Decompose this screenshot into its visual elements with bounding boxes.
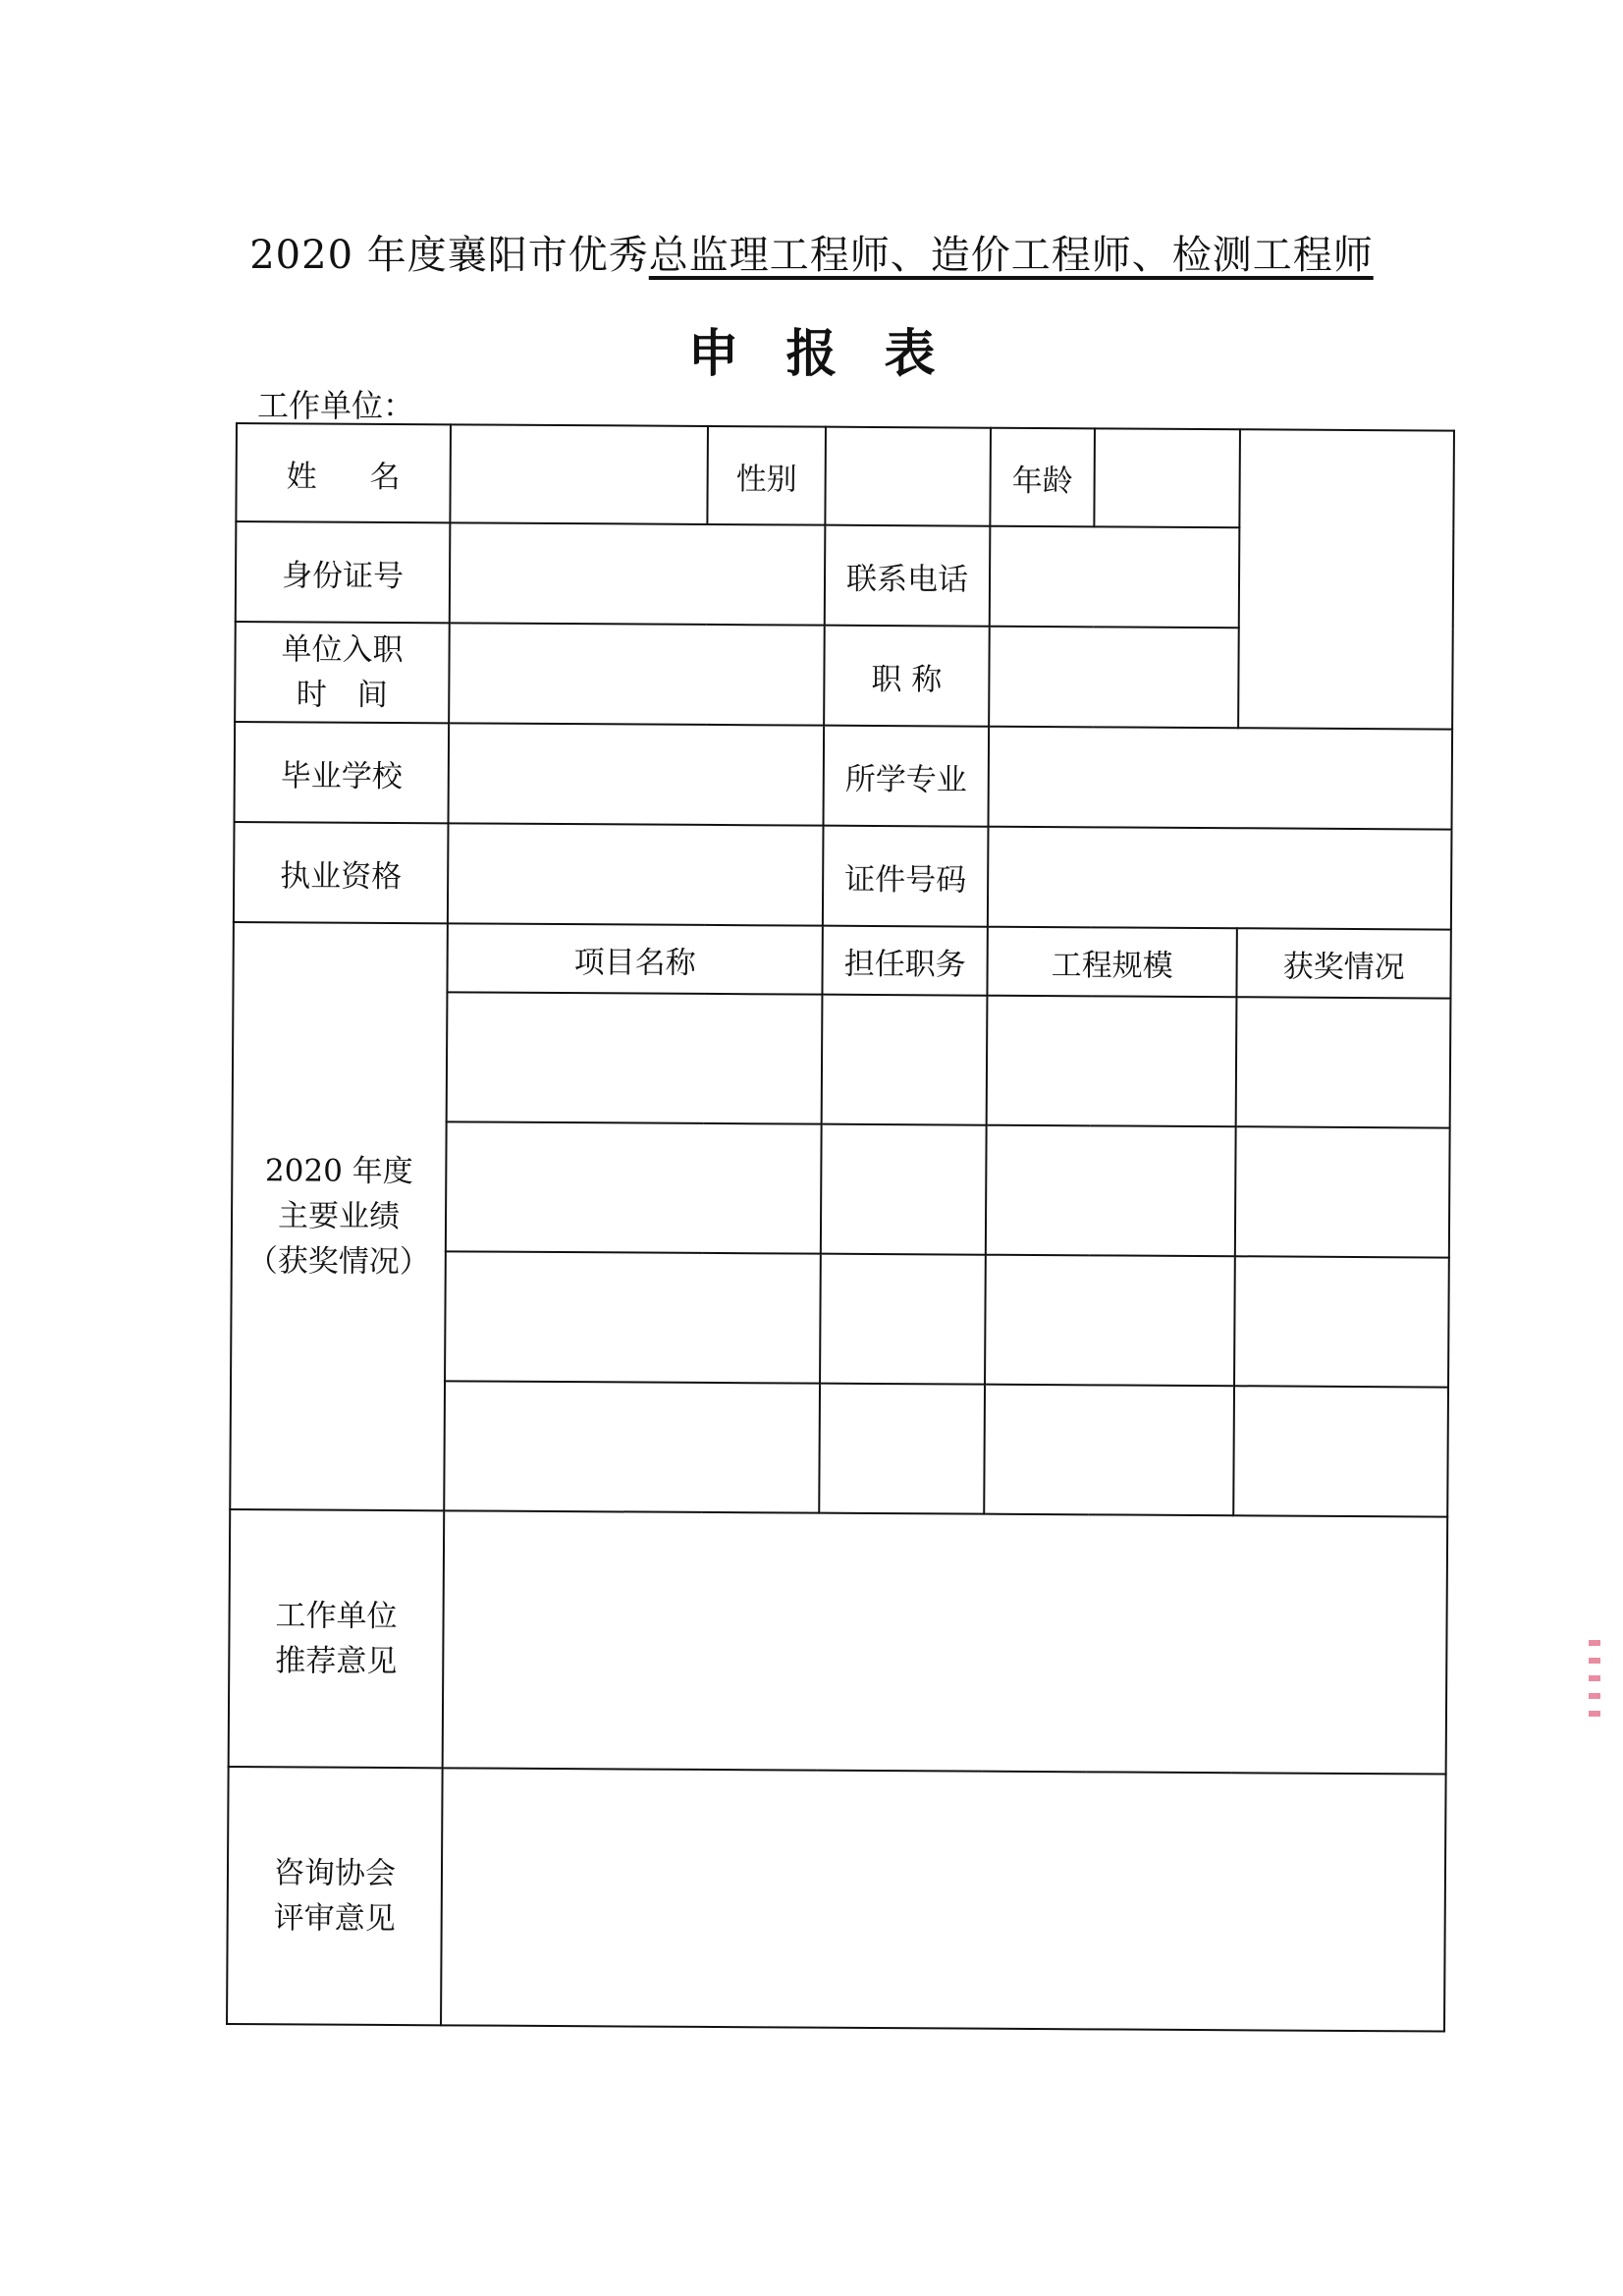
join-label-line2: 时 间 <box>296 677 388 713</box>
project-name-cell[interactable] <box>446 1121 822 1253</box>
phone-field[interactable] <box>990 526 1240 629</box>
qualification-field[interactable] <box>448 823 824 925</box>
review-field[interactable] <box>441 1768 1446 2031</box>
recommendation-label-line1: 工作单位 <box>275 1598 398 1635</box>
id-number-label: 身份证号 <box>236 521 451 623</box>
role-cell[interactable] <box>821 1124 987 1255</box>
join-date-field[interactable] <box>449 623 825 725</box>
major-label: 所学专业 <box>824 726 990 827</box>
recommendation-label <box>229 1509 445 1768</box>
achievements-label-line2: 主要业绩 <box>277 1198 401 1235</box>
join-label-line1: 单位入职 <box>281 631 404 669</box>
form-title <box>0 224 1623 280</box>
phone-label: 联系电话 <box>825 525 991 627</box>
title-prefix: 2020 年度襄阳市优秀 <box>249 233 649 278</box>
gender-field[interactable] <box>825 427 991 526</box>
major-field[interactable] <box>988 727 1452 830</box>
school-label: 毕业学校 <box>235 722 450 823</box>
application-form-table <box>226 422 1455 2033</box>
column-header-scale: 工程规模 <box>987 927 1236 998</box>
achievements-label-line1: 2020 年度 <box>264 1153 413 1190</box>
school-field[interactable] <box>449 723 825 825</box>
review-label <box>227 1767 443 2025</box>
certificate-number-label: 证件号码 <box>823 826 989 927</box>
name-field[interactable] <box>450 424 708 524</box>
seal-edge-mark <box>1589 1640 1600 1728</box>
id-number-field[interactable] <box>450 522 826 625</box>
certificate-number-field[interactable] <box>988 827 1452 930</box>
column-header-awards: 获奖情况 <box>1236 928 1450 998</box>
role-cell[interactable] <box>820 1254 986 1385</box>
role-cell[interactable] <box>819 1384 985 1514</box>
project-name-cell[interactable] <box>447 992 823 1123</box>
awards-cell[interactable] <box>1233 1386 1448 1516</box>
achievements-label-line3: （获奖情况） <box>246 1243 430 1281</box>
recommendation-label-line2: 推荐意见 <box>275 1643 398 1680</box>
project-name-cell[interactable] <box>445 1251 821 1383</box>
scale-cell[interactable] <box>986 1125 1236 1257</box>
form-subtitle: 申报表 <box>687 324 983 384</box>
join-date-label <box>235 622 450 723</box>
role-cell[interactable] <box>822 995 988 1125</box>
column-header-role: 担任职务 <box>822 926 987 996</box>
scale-cell[interactable] <box>985 1255 1235 1387</box>
project-name-cell[interactable] <box>444 1381 820 1512</box>
gender-label: 性别 <box>707 426 826 525</box>
review-label-line2: 评审意见 <box>273 1900 396 1938</box>
review-label-line1: 咨询协会 <box>273 1855 397 1892</box>
age-field[interactable] <box>1094 428 1240 527</box>
scale-cell[interactable] <box>987 996 1237 1127</box>
name-label: 姓 名 <box>236 423 451 522</box>
achievements-label <box>230 922 448 1510</box>
job-title-label: 职 称 <box>824 626 990 727</box>
column-header-project-name: 项目名称 <box>447 923 822 994</box>
awards-cell[interactable] <box>1236 997 1451 1127</box>
title-underlined: 总监理工程师、造价工程师、检测工程师 <box>648 233 1374 278</box>
age-label: 年龄 <box>990 428 1095 527</box>
scale-cell[interactable] <box>984 1385 1234 1516</box>
recommendation-field[interactable] <box>443 1510 1448 1774</box>
work-unit-label: 工作单位： <box>257 387 415 424</box>
job-title-field[interactable] <box>989 627 1239 729</box>
awards-cell[interactable] <box>1235 1126 1450 1257</box>
qualification-label: 执业资格 <box>234 822 449 923</box>
photo-box[interactable] <box>1238 429 1454 729</box>
awards-cell[interactable] <box>1234 1256 1449 1387</box>
